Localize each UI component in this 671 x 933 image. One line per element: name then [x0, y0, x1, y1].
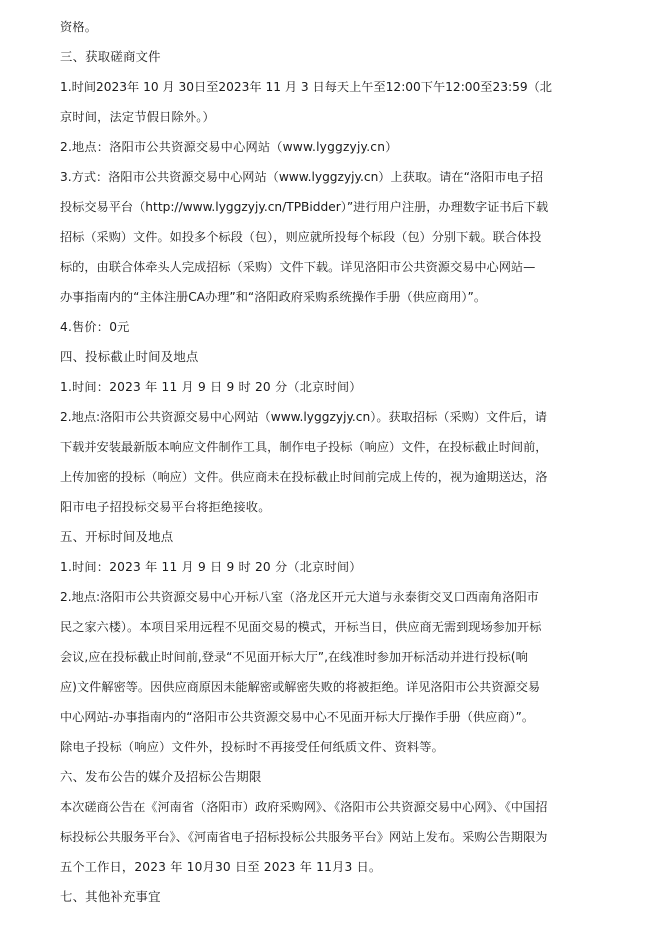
- text-line-opening-location-cont-3: 应)文件解密等。因供应商原因未能解密或解密失败的将被拒绝。详见洛阳市公共资源交易: [60, 680, 541, 694]
- section-heading-bid-deadline: 四、投标截止时间及地点: [60, 349, 199, 364]
- section-heading-publication-media: 六、发布公告的媒介及招标公告期限: [60, 769, 262, 784]
- text-line-opening-location-cont-2: 会议,应在投标截止时间前,登录“不见面开标大厅”,在线准时参加开标活动并进行投标(响: [60, 650, 528, 664]
- text-line-obtain-method-cont-2: 招标（采购）文件。如投多个标段（包），则应就所投每个标段（包）分别下载。联合体投: [60, 230, 542, 244]
- section-heading-obtain-documents: 三、获取磋商文件: [60, 49, 161, 64]
- text-line-obtain-time-cont: 京时间，法定节假日除外。）: [60, 110, 215, 124]
- text-line-opening-location: 2.地点:洛阳市公共资源交易中心开标八室（洛龙区开元大道与永泰街交叉口西南角洛阳市: [60, 590, 539, 604]
- text-line-obtain-method-cont-4: 办事指南内的“主体注册CA办理”和“洛阳政府采购系统操作手册（供应商用）”。: [60, 290, 487, 304]
- text-line-opening-time: 1.时间：2023 年 11 月 9 日 9 时 20 分（北京时间）: [60, 560, 362, 574]
- text-line-obtain-method-cont-3: 标的，由联合体牵头人完成招标（采购）文件下载。详见洛阳市公共资源交易中心网站—: [60, 260, 536, 274]
- section-heading-opening: 五、开标时间及地点: [60, 529, 174, 544]
- text-line-price: 4.售价：0元: [60, 320, 130, 334]
- text-line-publication: 本次磋商公告在《河南省（洛阳市）政府采购网》、《洛阳市公共资源交易中心网》、《中国招: [60, 800, 548, 814]
- text-line-obtain-method-cont-1: 投标交易平台（http://www.lyggzyjy.cn/TPBidder）”进行用户注册，办理数字证书后下载: [60, 200, 549, 214]
- text-line-publication-cont-2: 五个工作日，2023 年 10月30 日至 2023 年 11月3 日。: [60, 860, 382, 874]
- text-line-qualification-end: 资格。: [60, 20, 98, 34]
- text-line-deadline-location-cont-2: 上传加密的投标（响应）文件。供应商未在投标截止时间前完成上传的，视为逾期送达，洛: [60, 470, 548, 484]
- text-line-publication-cont-1: 标投标公共服务平台》、《河南省电子招标投标公共服务平台》网站上发布。采购公告期限为: [60, 830, 548, 844]
- text-line-opening-location-cont-5: 除电子投标（响应）文件外，投标时不再接受任何纸质文件、资料等。: [60, 740, 445, 754]
- text-line-deadline-time: 1.时间：2023 年 11 月 9 日 9 时 20 分（北京时间）: [60, 380, 362, 394]
- text-line-deadline-location: 2.地点:洛阳市公共资源交易中心网站（www.lyggzyjy.cn）。获取招标（采购）文件后，请: [60, 410, 547, 424]
- text-line-obtain-method: 3.方式：洛阳市公共资源交易中心网站（www.lyggzyjy.cn）上获取。请在“洛阳市电子招: [60, 170, 544, 184]
- text-line-obtain-time: 1.时间2023年 10 月 30日至2023年 11 月 3 日每天上午至12:00下午12:00至23:59（北: [60, 80, 552, 94]
- text-line-obtain-location: 2.地点：洛阳市公共资源交易中心网站（www.lyggzyjy.cn）: [60, 140, 398, 154]
- text-line-opening-location-cont-4: 中心网站-办事指南内的“洛阳市公共资源交易中心不见面开标大厅操作手册（供应商）”。: [60, 710, 535, 724]
- text-line-deadline-location-cont-1: 下载并安装最新版本响应文件制作工具，制作电子投标（响应）文件，在投标截止时间前，: [60, 440, 548, 454]
- section-heading-other-matters: 七、其他补充事宜: [60, 889, 161, 904]
- text-line-deadline-location-cont-3: 阳市电子招投标交易平台将拒绝接收。: [60, 500, 271, 514]
- text-line-opening-location-cont-1: 民之家六楼）。本项目采用远程不见面交易的模式，开标当日，供应商无需到现场参加开标: [60, 620, 542, 634]
